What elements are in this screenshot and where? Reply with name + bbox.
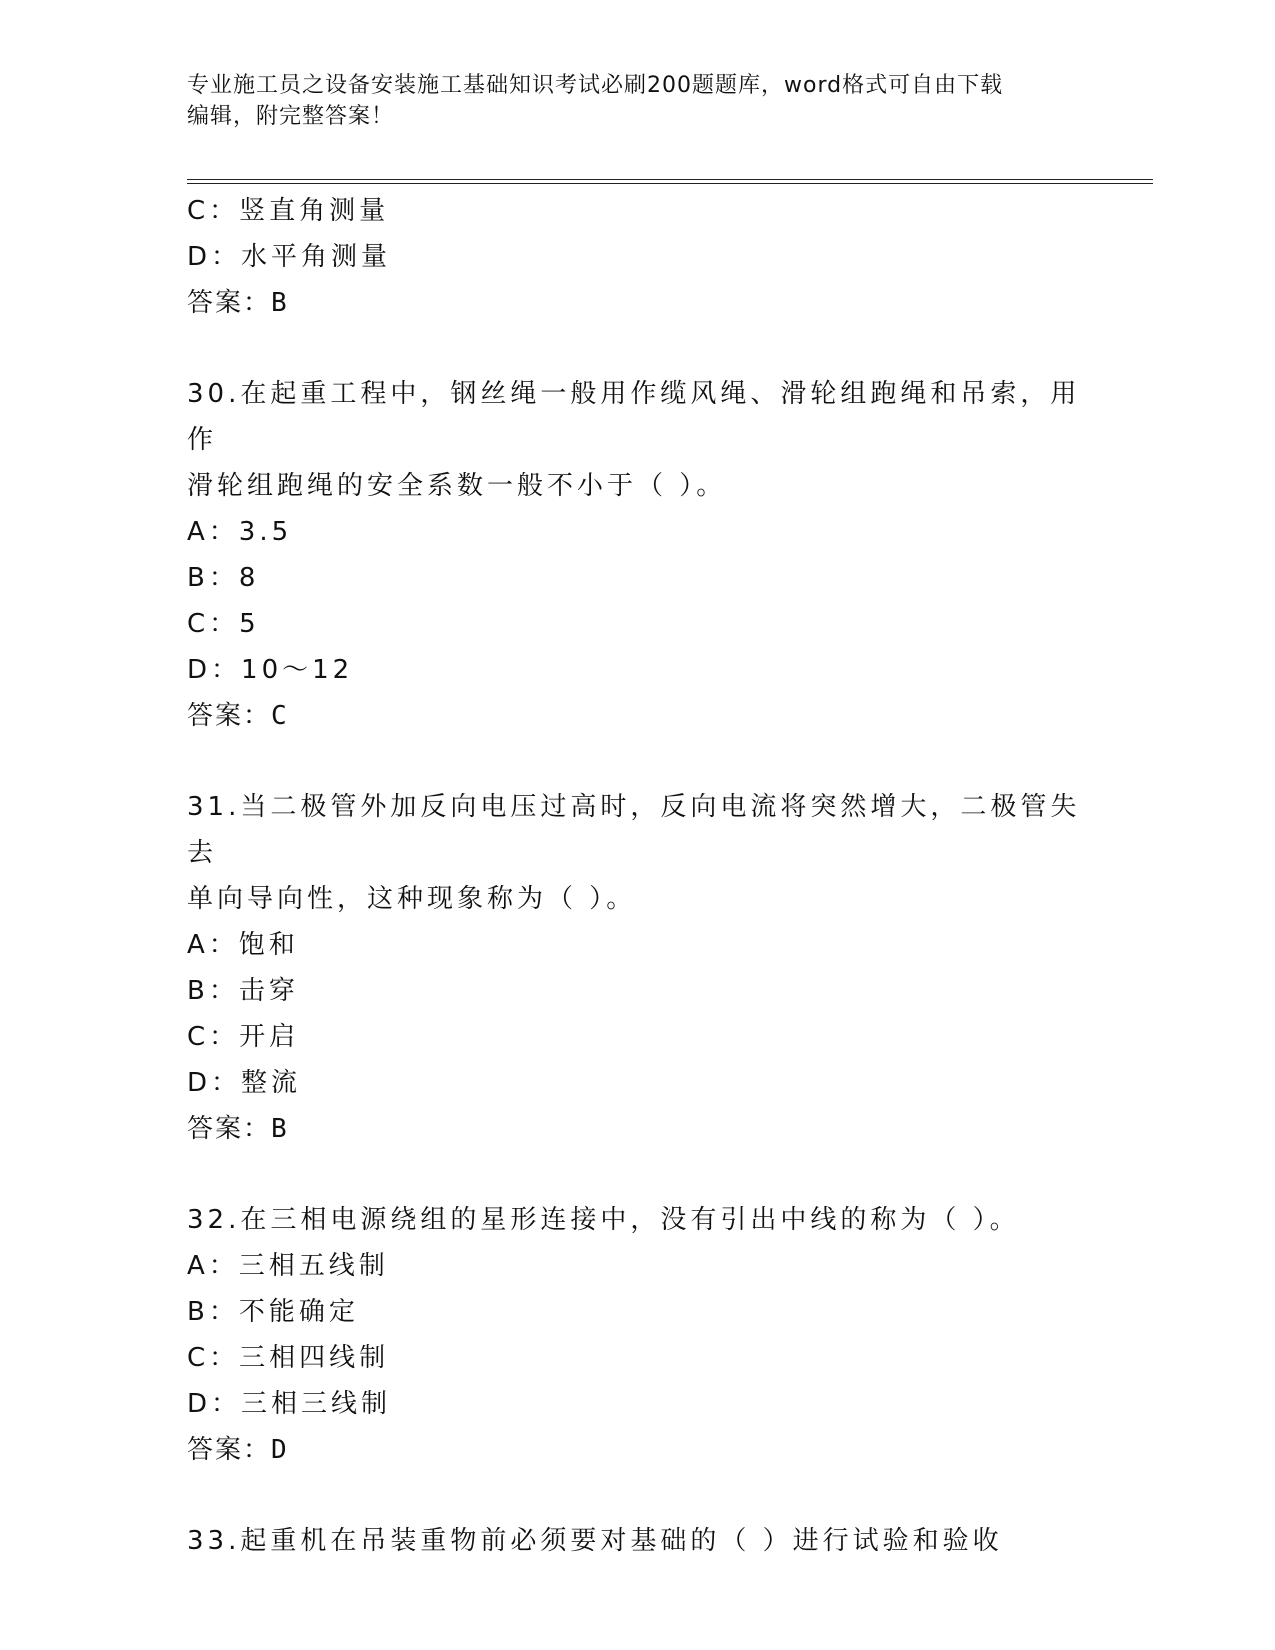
option-a bbox=[187, 1243, 1087, 1289]
answer-value: B bbox=[271, 1114, 289, 1144]
header-title-line-2: 编辑，附完整答案！ bbox=[187, 104, 395, 129]
option-label: D： bbox=[187, 655, 242, 685]
option-text: 8 bbox=[238, 563, 260, 593]
header-title-line-1: 专业施工员之设备安装施工基础知识考试必刷200题题库，word格式可自由下载 bbox=[187, 73, 1004, 98]
option-label: B： bbox=[187, 563, 239, 593]
option-b bbox=[187, 1289, 1087, 1335]
answer-label: 答案： bbox=[187, 1435, 272, 1465]
option-d bbox=[187, 647, 1087, 693]
option-text: 10～12 bbox=[241, 655, 354, 685]
question-stem-line: 32.在三相电源绕组的星形连接中，没有引出中线的称为（ ）。 bbox=[187, 1205, 1020, 1235]
partial-question bbox=[187, 188, 1087, 326]
option-label: A： bbox=[187, 517, 239, 547]
option-label: B： bbox=[187, 976, 239, 1006]
answer-label: 答案： bbox=[187, 1114, 272, 1144]
option-label: D： bbox=[187, 1389, 242, 1419]
option-label: C： bbox=[187, 1343, 240, 1373]
option-c bbox=[187, 188, 1087, 234]
option-label: D： bbox=[187, 1068, 242, 1098]
option-label: A： bbox=[187, 1251, 239, 1281]
spacer bbox=[187, 739, 1087, 784]
question-list bbox=[187, 188, 1087, 1564]
option-c bbox=[187, 601, 1087, 647]
option-text: 三相三线制 bbox=[241, 1389, 392, 1419]
spacer bbox=[187, 326, 1087, 371]
option-b bbox=[187, 555, 1087, 601]
question-stem-line: 滑轮组跑绳的安全系数一般不小于（ ）。 bbox=[187, 471, 727, 501]
answer-line bbox=[187, 1427, 1087, 1473]
question-stem-line: 31.当二极管外加反向电压过高时，反向电流将突然增大，二极管失去 bbox=[187, 792, 1081, 868]
option-text: 水平角测量 bbox=[241, 242, 392, 272]
option-text: 竖直角测量 bbox=[239, 196, 390, 226]
option-a bbox=[187, 509, 1087, 555]
option-a bbox=[187, 922, 1087, 968]
answer-value: D bbox=[271, 1435, 289, 1465]
option-text: 不能确定 bbox=[238, 1297, 359, 1327]
question-31 bbox=[187, 784, 1087, 1152]
question-stem-line: 33.起重机在吊装重物前必须要对基础的（ ）进行试验和验收 bbox=[187, 1526, 1003, 1556]
question-33 bbox=[187, 1518, 1087, 1564]
option-label: C： bbox=[187, 1022, 240, 1052]
answer-label: 答案： bbox=[187, 701, 272, 731]
option-text: 三相五线制 bbox=[238, 1251, 389, 1281]
spacer bbox=[187, 1152, 1087, 1197]
answer-value: B bbox=[271, 288, 289, 318]
option-label: B： bbox=[187, 1297, 239, 1327]
question-stem-line: 30.在起重工程中，钢丝绳一般用作缆风绳、滑轮组跑绳和吊索，用作 bbox=[187, 379, 1081, 455]
option-text: 击穿 bbox=[238, 976, 299, 1006]
question-32 bbox=[187, 1197, 1087, 1473]
question-stem-line: 单向导向性，这种现象称为（ ）。 bbox=[187, 884, 637, 914]
header-divider bbox=[187, 179, 1153, 184]
option-d bbox=[187, 1060, 1087, 1106]
option-text: 开启 bbox=[239, 1022, 300, 1052]
answer-value: C bbox=[271, 701, 289, 731]
option-text: 5 bbox=[239, 609, 260, 639]
option-d bbox=[187, 234, 1087, 280]
answer-label: 答案： bbox=[187, 288, 272, 318]
option-text: 饱和 bbox=[238, 930, 299, 960]
option-label: D： bbox=[187, 242, 242, 272]
question-30 bbox=[187, 371, 1087, 739]
option-text: 整流 bbox=[241, 1068, 302, 1098]
option-label: C： bbox=[187, 196, 240, 226]
option-c bbox=[187, 1335, 1087, 1381]
option-text: 3.5 bbox=[238, 517, 293, 547]
answer-line bbox=[187, 280, 1087, 326]
option-label: A： bbox=[187, 930, 239, 960]
spacer bbox=[187, 1473, 1087, 1518]
option-d bbox=[187, 1381, 1087, 1427]
answer-line bbox=[187, 1106, 1087, 1152]
option-label: C： bbox=[187, 609, 240, 639]
option-c bbox=[187, 1014, 1087, 1060]
option-text: 三相四线制 bbox=[239, 1343, 390, 1373]
page-header bbox=[187, 70, 1087, 132]
option-b bbox=[187, 968, 1087, 1014]
answer-line bbox=[187, 693, 1087, 739]
